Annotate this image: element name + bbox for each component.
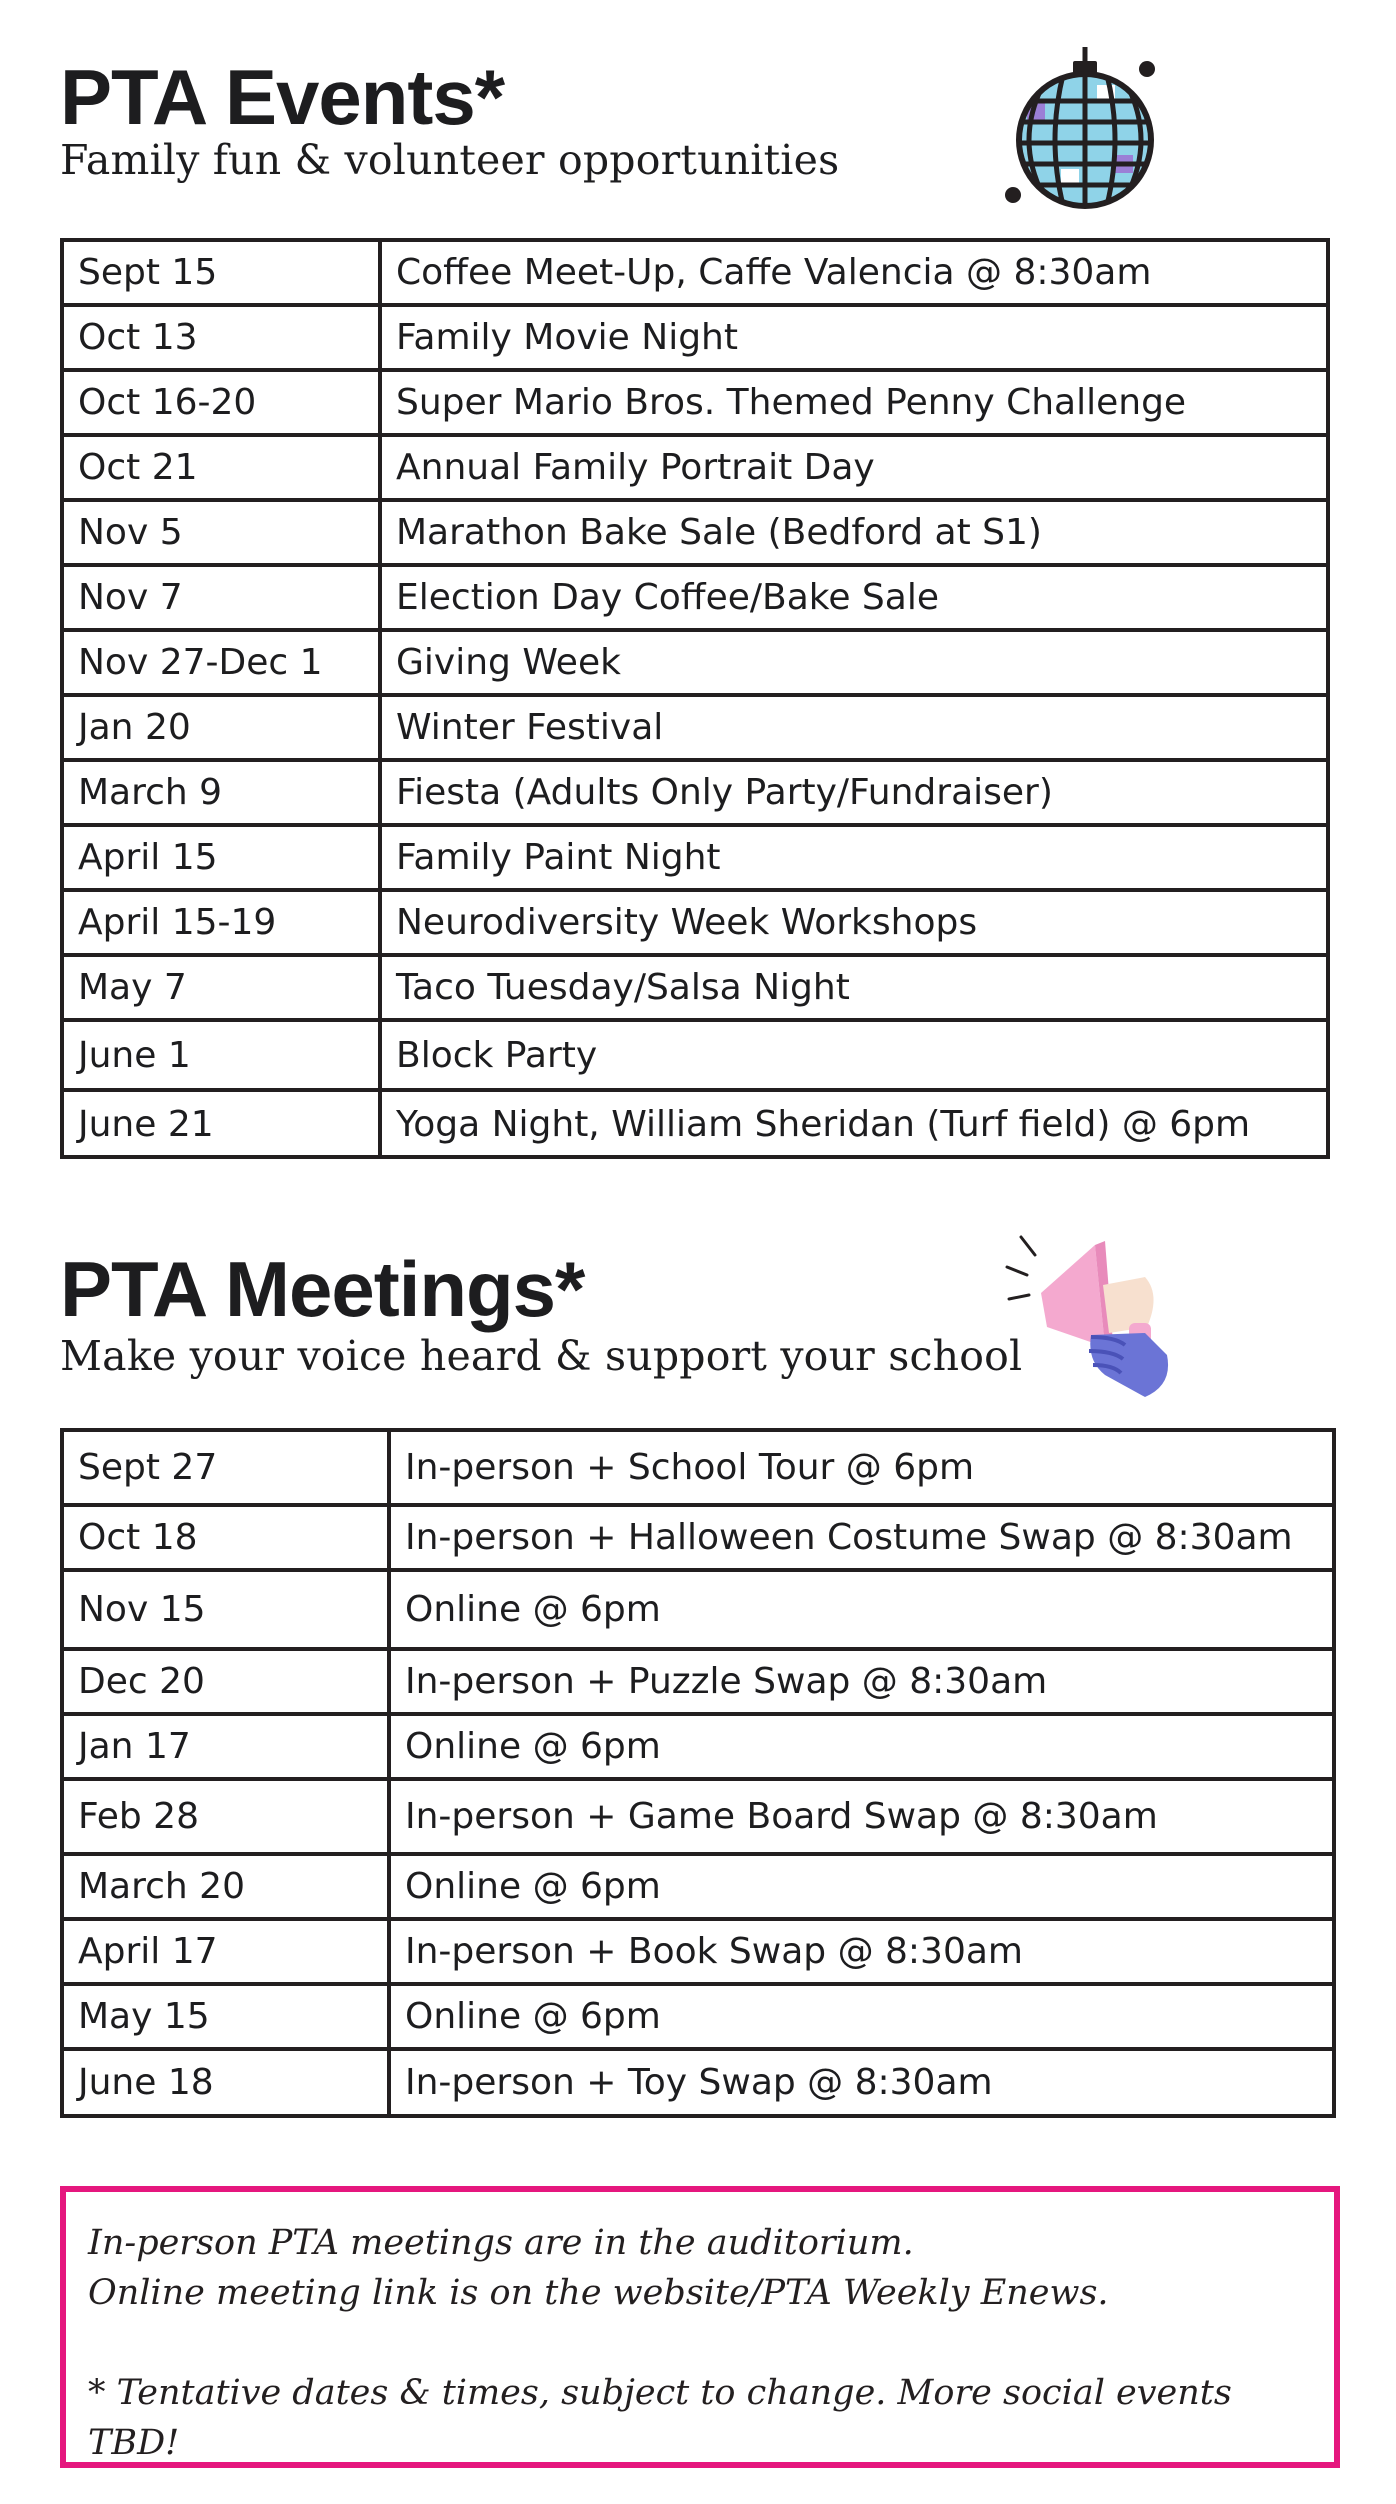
table-row bbox=[64, 1921, 1332, 1986]
row-date: May 7 bbox=[64, 957, 382, 1018]
row-date: June 21 bbox=[64, 1092, 382, 1157]
table-row bbox=[64, 697, 1326, 762]
row-event: In-person + School Tour @ 6pm bbox=[405, 1447, 975, 1488]
table-row bbox=[64, 957, 1326, 1022]
row-event: In-person + Book Swap @ 8:30am bbox=[405, 1931, 1023, 1972]
row-date: April 15 bbox=[64, 827, 382, 888]
table-row bbox=[64, 242, 1326, 307]
table-row bbox=[64, 1092, 1326, 1157]
row-event: In-person + Halloween Costume Swap @ 8:30am bbox=[405, 1517, 1293, 1558]
row-date: April 17 bbox=[64, 1921, 391, 1982]
info-note-box bbox=[60, 2186, 1340, 2468]
table-row bbox=[64, 1716, 1332, 1781]
table-row bbox=[64, 372, 1326, 437]
row-event: Online @ 6pm bbox=[405, 1589, 661, 1630]
table-row bbox=[64, 1022, 1326, 1092]
meetings-subtitle: Make your voice heard & support your school bbox=[60, 1332, 1023, 1380]
row-event: Giving Week bbox=[396, 642, 621, 683]
row-event: Super Mario Bros. Themed Penny Challenge bbox=[396, 382, 1187, 423]
row-event: Online @ 6pm bbox=[405, 1996, 661, 2037]
row-date: Nov 5 bbox=[64, 502, 382, 563]
row-event: In-person + Toy Swap @ 8:30am bbox=[405, 2062, 993, 2103]
row-event: Annual Family Portrait Day bbox=[396, 447, 875, 488]
table-row bbox=[64, 632, 1326, 697]
table-row bbox=[64, 1507, 1332, 1572]
row-event: Yoga Night, William Sheridan (Turf field) @ 6pm bbox=[396, 1104, 1251, 1145]
table-row bbox=[64, 1572, 1332, 1651]
row-event: Taco Tuesday/Salsa Night bbox=[396, 967, 850, 1008]
note-line-1: In-person PTA meetings are in the auditorium. bbox=[88, 2223, 914, 2263]
events-subtitle: Family fun & volunteer opportunities bbox=[60, 136, 840, 184]
table-row bbox=[64, 2051, 1332, 2114]
table-row bbox=[64, 892, 1326, 957]
row-date: Nov 7 bbox=[64, 567, 382, 628]
disco-ball-icon bbox=[985, 45, 1175, 215]
row-date: Feb 28 bbox=[64, 1781, 391, 1852]
row-date: May 15 bbox=[64, 1986, 391, 2047]
row-date: Jan 20 bbox=[64, 697, 382, 758]
row-event: Neurodiversity Week Workshops bbox=[396, 902, 978, 943]
row-event: Marathon Bake Sale (Bedford at S1) bbox=[396, 512, 1042, 553]
row-date: June 1 bbox=[64, 1022, 382, 1088]
megaphone-icon bbox=[995, 1215, 1195, 1415]
row-event: Fiesta (Adults Only Party/Fundraiser) bbox=[396, 772, 1053, 813]
row-date: Nov 27-Dec 1 bbox=[64, 632, 382, 693]
table-row bbox=[64, 1856, 1332, 1921]
row-date: Sept 27 bbox=[64, 1432, 391, 1503]
row-date: Sept 15 bbox=[64, 242, 382, 303]
row-event: Coffee Meet-Up, Caffe Valencia @ 8:30am bbox=[396, 252, 1152, 293]
row-date: March 9 bbox=[64, 762, 382, 823]
table-row bbox=[64, 437, 1326, 502]
row-date: Nov 15 bbox=[64, 1572, 391, 1647]
row-date: Oct 18 bbox=[64, 1507, 391, 1568]
note-line-3: * Tentative dates & times, subject to change. More social events TBD! bbox=[88, 2373, 1232, 2463]
row-event: Block Party bbox=[396, 1034, 598, 1076]
row-date: Oct 21 bbox=[64, 437, 382, 498]
table-row bbox=[64, 502, 1326, 567]
table-row bbox=[64, 567, 1326, 632]
row-date: June 18 bbox=[64, 2051, 391, 2114]
row-date: Dec 20 bbox=[64, 1651, 391, 1712]
note-line-2: Online meeting link is on the website/PTA Weekly Enews. bbox=[88, 2273, 1109, 2313]
row-date: Oct 16-20 bbox=[64, 372, 382, 433]
row-event: In-person + Game Board Swap @ 8:30am bbox=[405, 1796, 1158, 1837]
row-date: Jan 17 bbox=[64, 1716, 391, 1777]
meetings-title: PTA Meetings* bbox=[60, 1245, 585, 1333]
row-date: March 20 bbox=[64, 1856, 391, 1917]
table-row bbox=[64, 1651, 1332, 1716]
row-event: Winter Festival bbox=[396, 707, 664, 748]
table-row bbox=[64, 1986, 1332, 2051]
table-row bbox=[64, 762, 1326, 827]
meetings-table bbox=[60, 1428, 1336, 2118]
events-table bbox=[60, 238, 1330, 1159]
row-date: April 15-19 bbox=[64, 892, 382, 953]
row-event: Election Day Coffee/Bake Sale bbox=[396, 577, 939, 618]
row-date: Oct 13 bbox=[64, 307, 382, 368]
table-row bbox=[64, 1432, 1332, 1507]
row-event: Online @ 6pm bbox=[405, 1866, 661, 1907]
table-row bbox=[64, 827, 1326, 892]
table-row bbox=[64, 307, 1326, 372]
table-row bbox=[64, 1781, 1332, 1856]
row-event: In-person + Puzzle Swap @ 8:30am bbox=[405, 1661, 1048, 1702]
events-title: PTA Events* bbox=[60, 53, 505, 141]
row-event: Family Paint Night bbox=[396, 837, 721, 878]
row-event: Family Movie Night bbox=[396, 317, 738, 358]
row-event: Online @ 6pm bbox=[405, 1726, 661, 1767]
